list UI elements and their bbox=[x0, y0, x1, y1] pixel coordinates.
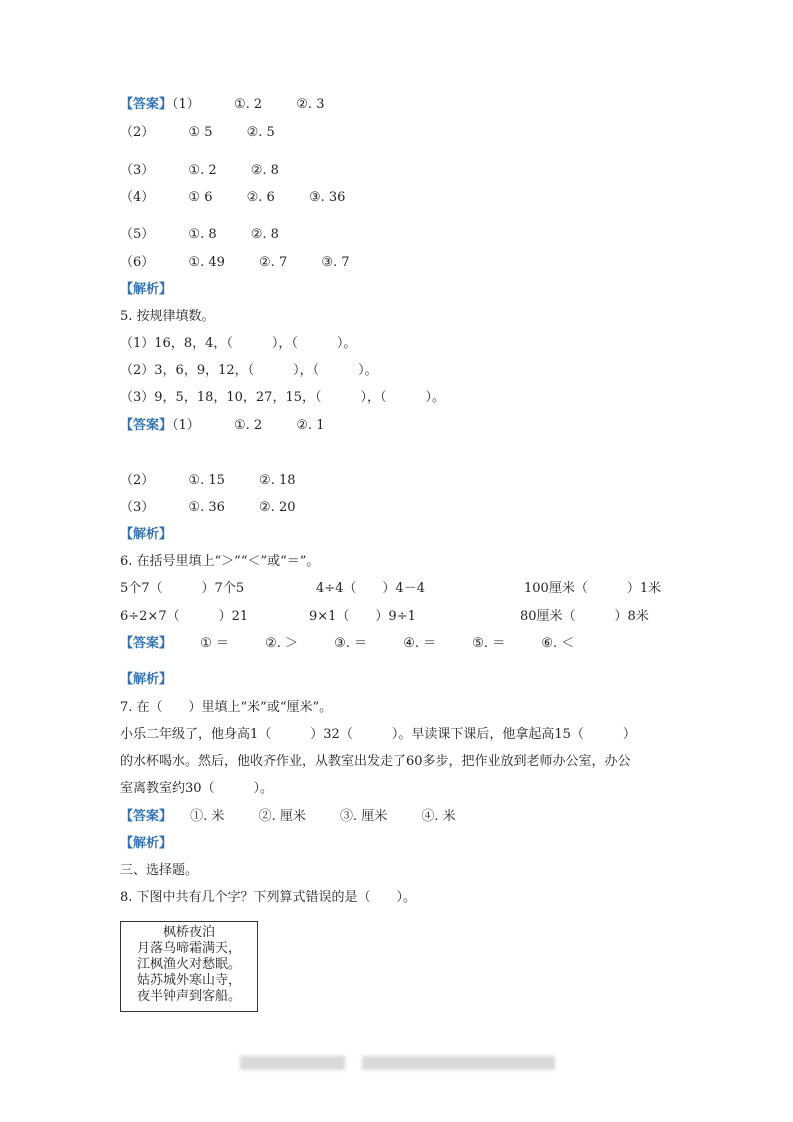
answer-label: （5） bbox=[120, 227, 155, 242]
answer-item: ②. 7 bbox=[259, 255, 288, 270]
poem-title: 枫桥夜泊 bbox=[162, 925, 215, 940]
poem-box bbox=[120, 921, 258, 1012]
answer-item: ①. 15 bbox=[188, 473, 225, 488]
q6-row-1-col-2: 4÷4（ ）4－4 bbox=[316, 581, 425, 596]
answer-item: ②. ＞ bbox=[265, 636, 299, 651]
answer-item: ③. 厘米 bbox=[339, 809, 388, 824]
answer-label: （4） bbox=[120, 190, 155, 205]
q5-answer-row-3 bbox=[120, 499, 296, 517]
q4-answer-row-1 bbox=[120, 96, 324, 114]
q6-title: 6. 在括号里填上“＞”“＜”或“＝”。 bbox=[120, 554, 320, 569]
answer-item: ②. 8 bbox=[250, 163, 279, 178]
answer-label: （1） bbox=[172, 97, 200, 112]
q5-answer-row-1 bbox=[120, 417, 324, 435]
answer-item: ②. 20 bbox=[259, 500, 296, 515]
poem-line: 姑苏城外寒山寺， bbox=[136, 973, 241, 988]
answer-item: ① 5 bbox=[188, 125, 213, 140]
q6-row-2-col-1: 6÷2×7（ ）21 bbox=[120, 609, 249, 624]
q4-answer-row-5 bbox=[120, 226, 279, 244]
q6-row-2-col-2: 9×1（ ）9÷1 bbox=[309, 609, 416, 624]
answer-item: ① ＝ bbox=[200, 636, 229, 651]
answer-label: （2） bbox=[120, 473, 155, 488]
answer-item: ①. 8 bbox=[188, 227, 217, 242]
answer-tag: 【答案】 bbox=[120, 97, 173, 112]
answer-item: ①. 2 bbox=[233, 418, 263, 433]
q6-row-2-col-3: 80厘米（ ）8米 bbox=[520, 609, 649, 624]
answer-item: ④. 米 bbox=[421, 809, 456, 824]
answer-label: （3） bbox=[120, 163, 155, 178]
analysis-tag: 【解析】 bbox=[120, 282, 173, 297]
q8-title: 8. 下图中共有几个字？下列算式错误的是（ ）。 bbox=[120, 890, 417, 905]
q7-text-1: 小乐二年级了，他身高1（ ）32（ ）。早读课下课后，他拿起高15（ ） bbox=[120, 727, 636, 742]
section-heading: 三、选择题。 bbox=[120, 863, 199, 878]
answer-item: ③. ＝ bbox=[334, 636, 368, 651]
analysis-tag: 【解析】 bbox=[120, 527, 173, 542]
answer-item: ②. 8 bbox=[250, 227, 279, 242]
answer-item: ①. 36 bbox=[188, 500, 225, 515]
q6-row-1-col-3: 100厘米（ ）1米 bbox=[524, 581, 662, 596]
answer-item: ②. 6 bbox=[246, 190, 275, 205]
answer-item: ①. 2 bbox=[233, 97, 263, 112]
poem-line: 月落乌啼霜满天， bbox=[136, 941, 241, 956]
q7-text-2: 的水杯喝水。然后，他收齐作业，从教室出发走了60多步，把作业放到老师办公室，办公 bbox=[120, 754, 631, 769]
q6-row-1-col-1: 5个7（ ）7个5 bbox=[120, 581, 245, 596]
answer-item: ②. 18 bbox=[259, 473, 296, 488]
poem-line: 夜半钟声到客船。 bbox=[136, 989, 241, 1004]
answer-item: ①. 米 bbox=[190, 809, 225, 824]
q6-answer-row bbox=[120, 635, 574, 653]
answer-label: （2） bbox=[120, 125, 155, 140]
answer-label: （6） bbox=[120, 255, 155, 270]
q7-title: 7. 在（ ）里填上“米”或“厘米”。 bbox=[120, 700, 333, 715]
answer-item: ⑥. ＜ bbox=[541, 636, 575, 651]
answer-item: ③. 7 bbox=[321, 255, 350, 270]
answer-item: ① 6 bbox=[188, 190, 213, 205]
answer-item: ③. 36 bbox=[308, 190, 346, 205]
analysis-tag: 【解析】 bbox=[120, 672, 173, 687]
answer-tag: 【答案】 bbox=[120, 418, 173, 433]
answer-label: （3） bbox=[120, 500, 155, 515]
q5-answer-row-2 bbox=[120, 472, 296, 490]
footer-watermark bbox=[240, 1056, 345, 1070]
answer-item: ①. 2 bbox=[188, 163, 217, 178]
q4-answer-row-2 bbox=[120, 124, 275, 142]
q7-text-3: 室离教室约30（ ）。 bbox=[120, 781, 274, 796]
analysis-tag: 【解析】 bbox=[120, 836, 173, 851]
q4-answer-row-4 bbox=[120, 189, 345, 207]
answer-item: ④. ＝ bbox=[403, 636, 437, 651]
answer-item: ⑤. ＝ bbox=[472, 636, 506, 651]
q4-answer-row-3 bbox=[120, 162, 279, 180]
answer-item: ②. 3 bbox=[296, 97, 325, 112]
answer-item: ②. 1 bbox=[296, 418, 325, 433]
q5-line-2: （2）3，6，9，12，（ ），（ ）。 bbox=[120, 363, 378, 378]
q5-line-1: （1）16，8，4，（ ），（ ）。 bbox=[120, 336, 357, 351]
answer-item: ②. 厘米 bbox=[258, 809, 306, 824]
q5-title: 5. 按规律填数。 bbox=[120, 309, 215, 324]
answer-tag: 【答案】 bbox=[120, 636, 173, 651]
q4-answer-row-6 bbox=[120, 254, 350, 272]
q5-line-3: （3）9，5，18，10，27，15，（ ），（ ）。 bbox=[120, 390, 445, 405]
q7-answer-row bbox=[120, 808, 456, 826]
answer-item: ②. 5 bbox=[246, 125, 275, 140]
answer-tag: 【答案】 bbox=[120, 809, 173, 824]
answer-label: （1） bbox=[172, 418, 200, 433]
answer-item: ①. 49 bbox=[188, 255, 225, 270]
footer-watermark bbox=[362, 1056, 555, 1070]
poem-line: 江枫渔火对愁眠。 bbox=[136, 957, 241, 972]
